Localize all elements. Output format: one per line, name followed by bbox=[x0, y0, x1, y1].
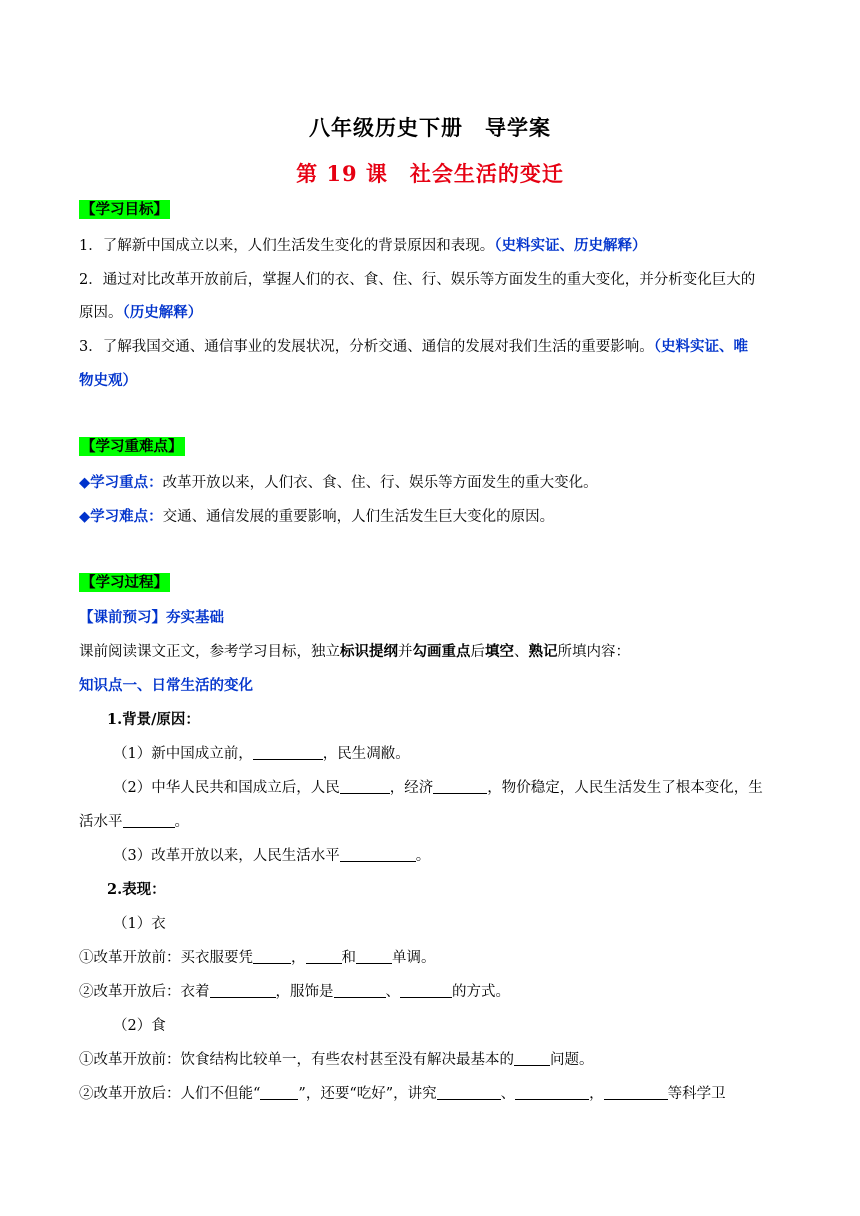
goal-2-text-b: 原因。 bbox=[79, 305, 123, 321]
food2-c: 、 bbox=[500, 1086, 516, 1102]
food2-d: ， bbox=[589, 1086, 604, 1102]
bg1-b: ，民生凋敝。 bbox=[322, 746, 410, 762]
lesson-title: 第 19 课 社会生活的变迁 bbox=[296, 161, 564, 186]
bg2-e: 。 bbox=[174, 814, 189, 830]
food2-b: ”，还要“吃好”，讲究 bbox=[298, 1086, 437, 1102]
cloth2-d: 的方式。 bbox=[452, 984, 510, 1000]
cloth1-b: ， bbox=[291, 950, 306, 966]
food-heading: （2）食 bbox=[113, 1018, 166, 1034]
bg3-a: （3）改革开放以来，人民生活水平 bbox=[113, 848, 340, 864]
instr-h: 熟记 bbox=[528, 643, 558, 660]
cloth2-b: ，服饰是 bbox=[275, 984, 334, 1000]
goal-3-line-a bbox=[79, 337, 789, 357]
goal-2-text-a: 2．通过对比改革开放前后，掌握人们的衣、食、住、行、娱乐等方面发生的重大变化，并分析变化巨大的 bbox=[79, 272, 756, 288]
goal-3-text: 3．了解我国交通、通信事业的发展状况，分析交通、通信的发展对我们生活的重要影响。 bbox=[79, 339, 654, 355]
fill-blank[interactable] bbox=[306, 949, 342, 964]
fill-blank[interactable] bbox=[260, 1085, 298, 1100]
fill-blank[interactable] bbox=[340, 779, 390, 794]
preview-tag: 【课前预习】 bbox=[79, 609, 166, 626]
bg2-c: ，物价稳定，人民生活发生了根本变化，生 bbox=[487, 780, 763, 796]
food1-a: ①改革开放前：饮食结构比较单一，有些农村甚至没有解决最基本的 bbox=[79, 1052, 514, 1068]
instructions bbox=[79, 642, 789, 662]
fill-blank[interactable] bbox=[123, 813, 175, 828]
bg1-a: （1）新中国成立前， bbox=[113, 746, 253, 762]
fill-blank[interactable] bbox=[253, 949, 291, 964]
cloth2-c: 、 bbox=[385, 984, 400, 1000]
background-3 bbox=[113, 846, 823, 866]
food-2 bbox=[79, 1084, 789, 1104]
bg2-d: 活水平 bbox=[79, 814, 123, 830]
goal-2-note: （历史解释） bbox=[122, 304, 203, 321]
bg2-b: ，经济 bbox=[389, 780, 434, 796]
cloth1-d: 单调。 bbox=[392, 950, 436, 966]
page-title: 八年级历史下册 导学案 bbox=[309, 115, 551, 140]
bg3-b: 。 bbox=[415, 848, 431, 864]
instr-g: 、 bbox=[514, 644, 529, 660]
goal-3-line-b bbox=[79, 371, 789, 391]
goal-3-note-a: （史料实证、唯 bbox=[653, 338, 748, 355]
key-heading bbox=[79, 437, 789, 457]
difficult-point-label: ◆学习难点： bbox=[79, 508, 163, 525]
difficult-point bbox=[79, 507, 789, 527]
food2-e: 等科学卫 bbox=[667, 1086, 726, 1102]
background-title: 1.背景/原因： bbox=[107, 711, 200, 728]
food1-b: 问题。 bbox=[550, 1052, 594, 1068]
cloth1-c: 和 bbox=[341, 950, 356, 966]
fill-blank[interactable] bbox=[400, 983, 452, 998]
goal-1 bbox=[79, 236, 789, 256]
knowledge-point-1 bbox=[79, 676, 789, 696]
fill-blank[interactable] bbox=[604, 1085, 668, 1100]
knowledge-point-1-title: 知识点一、日常生活的变化 bbox=[79, 677, 253, 694]
instr-i: 所填内容： bbox=[557, 644, 630, 660]
instr-b: 标识提纲 bbox=[340, 643, 398, 660]
clothing-2 bbox=[79, 982, 789, 1002]
preview-title: 夯实基础 bbox=[166, 609, 224, 626]
key-point-label: ◆学习重点： bbox=[79, 474, 163, 491]
fill-blank[interactable] bbox=[515, 1085, 589, 1100]
goal-3-note-b: 物史观） bbox=[79, 372, 137, 389]
fill-blank[interactable] bbox=[433, 779, 487, 794]
background-1 bbox=[113, 744, 823, 764]
fill-blank[interactable] bbox=[514, 1051, 550, 1066]
preview-heading bbox=[79, 608, 789, 628]
process-tag: 【学习过程】 bbox=[81, 574, 168, 591]
bg2-a: （2）中华人民共和国成立后，人民 bbox=[113, 780, 340, 796]
goal-2-line-b bbox=[79, 303, 789, 323]
fill-blank[interactable] bbox=[340, 847, 416, 862]
cloth1-a: ①改革开放前：买衣服要凭 bbox=[79, 950, 253, 966]
instr-a: 课前阅读课文正文，参考学习目标，独立 bbox=[79, 644, 340, 660]
key-point-text: 改革开放以来，人们衣、食、住、行、娱乐等方面发生的重大变化。 bbox=[162, 475, 598, 491]
food2-a: ②改革开放后：人们不但能“ bbox=[79, 1086, 261, 1102]
instr-e: 后 bbox=[470, 644, 485, 660]
fill-blank[interactable] bbox=[356, 949, 392, 964]
background-2-b bbox=[79, 812, 789, 832]
background-2-a bbox=[113, 778, 789, 798]
performance-title: 2.表现： bbox=[107, 881, 166, 898]
instr-d: 勾画重点 bbox=[412, 643, 471, 660]
fill-blank[interactable] bbox=[210, 983, 276, 998]
key-tag: 【学习重难点】 bbox=[81, 438, 183, 455]
goal-1-note: （史料实证、历史解释） bbox=[494, 237, 647, 254]
fill-blank[interactable] bbox=[334, 983, 386, 998]
difficult-point-text: 交通、通信发展的重要影响，人们生活发生巨大变化的原因。 bbox=[162, 509, 555, 525]
clothing-1 bbox=[79, 948, 789, 968]
process-heading bbox=[79, 573, 789, 593]
goals-heading bbox=[79, 200, 789, 220]
goals-tag: 【学习目标】 bbox=[81, 201, 168, 218]
fill-blank[interactable] bbox=[253, 745, 323, 760]
key-point bbox=[79, 473, 789, 493]
goal-1-text: 1．了解新中国成立以来，人们生活发生变化的背景原因和表现。 bbox=[79, 238, 495, 254]
clothing-heading: （1）衣 bbox=[113, 916, 166, 932]
food-1 bbox=[79, 1050, 789, 1070]
fill-blank[interactable] bbox=[437, 1085, 501, 1100]
instr-f: 填空 bbox=[485, 643, 514, 660]
goal-2-line-a bbox=[79, 270, 789, 290]
instr-c: 并 bbox=[398, 644, 413, 660]
cloth2-a: ②改革开放后：衣着 bbox=[79, 984, 210, 1000]
